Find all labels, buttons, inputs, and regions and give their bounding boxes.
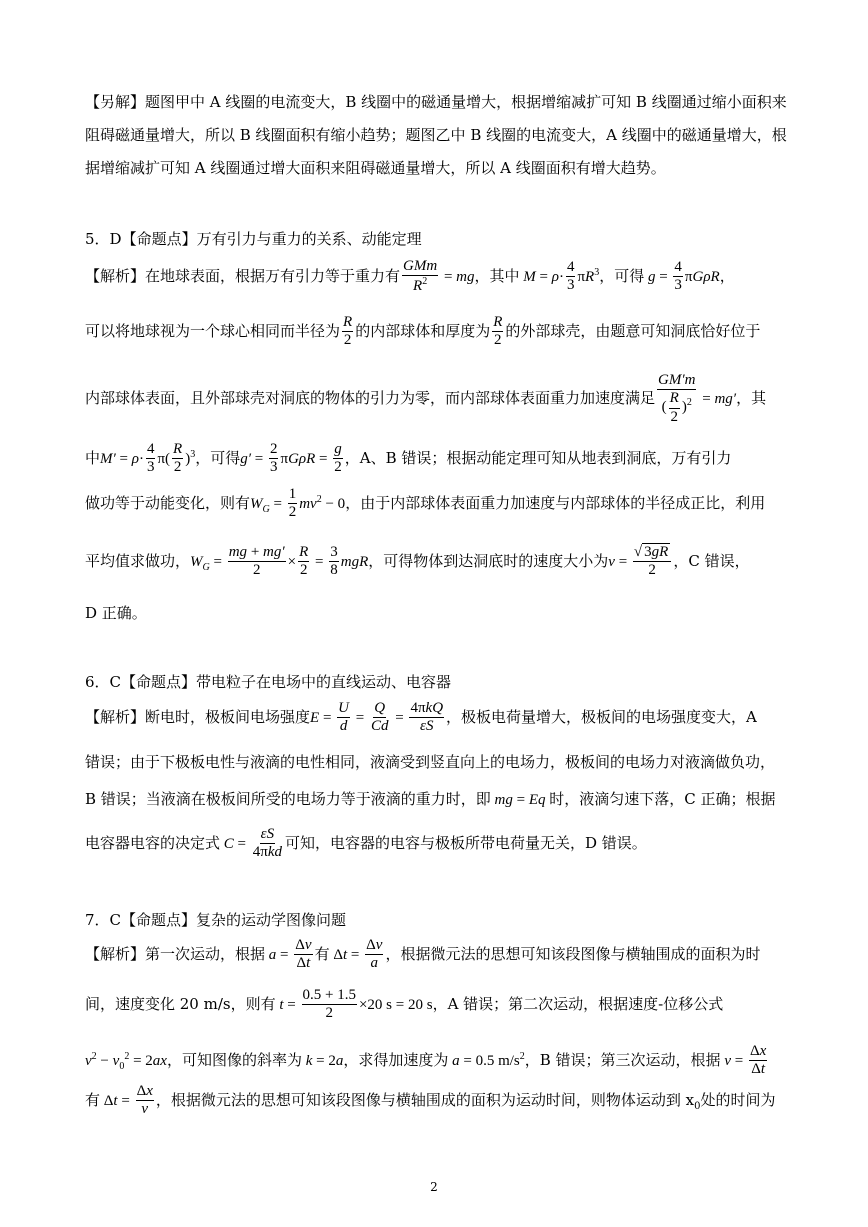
q6-heading: 6．C【命题点】带电粒子在电场中的直线运动、电容器 xyxy=(85,673,452,691)
q5-line-4: 中M′ = ρ· $\frac{4}{3}$ π( $\frac{R}{2}$ )$^3$，可得g′ = $\frac{2}{3}$ πGρR = $\frac{g}{2}$ ，A、B 错误；根据动能定理可知从地表到洞底，万有引力 xyxy=(85,441,732,476)
q5-line-6: 平均值求做功，$W_G$ = $\frac{mg + mg'}{2}$ × $\frac{R}{2}$ = $\frac{3}{8}$ mgR，可得物体到达洞底时的速度大小为v = $\frac{√ 3gR}{2}$ ，C 错误， xyxy=(85,544,750,579)
q7-line-4: 有 Δt = $\frac{\Delta x}{v}$ ，根据微元法的思想可知该段图像与横轴围成的面积为运动时间，则物体运动到 $x_0$处的时间为 xyxy=(85,1083,776,1118)
q5-line-5: 做功等于动能变化，则有$W_G$ = $\frac{1}{2}$ $mv^2 - 0$，由于内部球体表面重力加速度与内部球体的半径成正比，利用 xyxy=(85,486,766,521)
q6-line-1: 【解析】断电时，极板间电场强度E = $\frac{U}{d}$ = $\frac{Q}{Cd}$ = $\frac{\text{4πkQ}}{\varepsilon S}$ ，极板电荷量增大，极板间的电场强度变大，A xyxy=(85,700,757,735)
q5-line-1: 【解析】在地球表面，根据万有引力等于重力有 $\frac{\text{GMm}}{R^2}$ = mg，其中 M = ρ· $\frac{4}{3}$ $\pi R^3$，可得 g = $\frac{4}{3}$ πGρR， xyxy=(85,258,735,295)
q5-line-7: D 正确。 xyxy=(85,604,147,622)
q7-heading: 7．C【命题点】复杂的运动学图像问题 xyxy=(85,911,347,929)
q5-heading: 5．D【命题点】万有引力与重力的关系、动能定理 xyxy=(85,230,422,248)
q6-line-2: 错误；由于下极板电性与液滴的电性相同，液滴受到竖直向上的电场力，极板间的电场力对液滴做负功， xyxy=(85,753,776,771)
q7-line-2: 间，速度变化 20 m/s，则有 t = $\frac{0.5 + 1.5}{2}$ ×20 s = 20 s，A 错误；第二次运动，根据速度-位移公式 xyxy=(85,987,724,1022)
alt-solution-line-1: 【另解】题图甲中 A 线圈的电流变大，B 线圈中的磁通量增大，根据增缩减扩可知 B 线圈通过缩小面积来 xyxy=(85,93,787,111)
q7-line-3: $v^2 - v_0^2 = 2ax$，可知图像的斜率为 k = 2a，求得加速度为 a = 0.5 $m/s^2$，B 错误；第三次运动，根据 v = $\frac{\Delta x}{\Delta t}$ xyxy=(85,1043,767,1078)
q5-line-3: 内部球体表面，且外部球壳对洞底的物体的引力为零，而内部球体表面重力加速度满足 GM′m ( $\frac{R}{2}$ )$^2$ = mg′，其 xyxy=(85,372,767,425)
alt-solution-line-2: 阻碍磁通量增大，所以 B 线圈面积有缩小趋势；题图乙中 B 线圈的电流变大，A 线圈中的磁通量增大，根 xyxy=(85,126,787,144)
q6-line-3: B 错误；当液滴在极板间所受的电场力等于液滴的重力时，即 mg = Eq 时，液滴匀速下落，C 正确；根据 xyxy=(85,790,776,808)
q7-line-1: 【解析】第一次运动，根据 a = $\frac{\Delta v}{\Delta t}$ 有 Δt = $\frac{\Delta v}{a}$ ，根据微元法的思想可知该段图像与横轴围成的面积为时 xyxy=(85,937,761,972)
alt-solution-line-3: 据增缩减扩可知 A 线圈通过增大面积来阻碍磁通量增大，所以 A 线圈面积有增大趋势。 xyxy=(85,159,666,177)
page-number: 2 xyxy=(430,1180,438,1194)
q6-line-4: 电容器电容的决定式 C = $\frac{\varepsilon S}{\text{4πkd}}$ 可知，电容器的电容与极板所带电荷量无关，D 错误。 xyxy=(85,826,647,861)
q5-line-2: 可以将地球视为一个球心相同而半径为 $\frac{R}{2}$ 的内部球体和厚度为 $\frac{R}{2}$ 的外部球壳，由题意可知洞底恰好位于 xyxy=(85,314,761,349)
